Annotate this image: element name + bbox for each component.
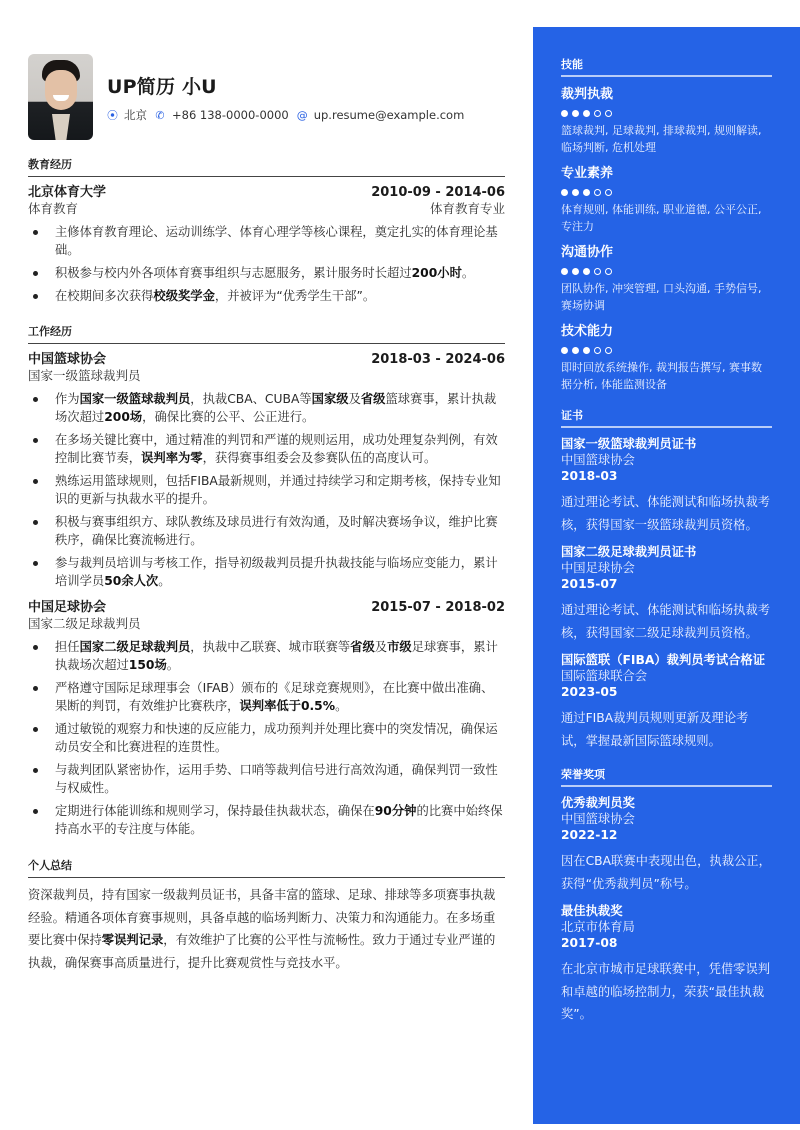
rating-dot-filled-icon xyxy=(561,268,568,275)
text-run: 与裁判团队紧密协作，运用手势、口哨等裁判信号进行高效沟通，确保判罚一致性与权威性。 xyxy=(55,763,498,795)
section-title-work: 工作经历 xyxy=(28,323,505,344)
text-run: 的比赛中始终保持高水平的专注度与体能。 xyxy=(55,804,503,836)
bullet-item xyxy=(28,390,505,426)
section-title-summary: 个人总结 xyxy=(28,857,505,878)
avatar xyxy=(28,54,93,140)
bullet-item xyxy=(28,761,505,797)
candidate-name: UP简历 小U xyxy=(107,76,217,98)
credential-description: 通过理论考试、体能测试和临场执裁考核，获得国家一级篮球裁判员资格。 xyxy=(561,495,771,532)
work-entry xyxy=(28,599,505,838)
bullet-item xyxy=(28,720,505,756)
employer-name: 中国足球协会 xyxy=(28,600,107,615)
rating-dot-filled-icon xyxy=(561,347,568,354)
rating-dot-filled-icon xyxy=(583,347,590,354)
awards-list xyxy=(561,795,772,1026)
skill-item xyxy=(561,165,772,235)
bullet-item xyxy=(28,264,505,282)
skill-rating xyxy=(561,346,772,354)
work-dates: 2015-07 - 2018-02 xyxy=(371,600,505,615)
education-bullets xyxy=(28,223,505,305)
skill-item xyxy=(561,86,772,156)
contact-row xyxy=(107,107,472,123)
major: 体育教育专业 xyxy=(429,201,505,216)
text-run: 作为 xyxy=(55,392,80,406)
skill-item xyxy=(561,244,772,314)
rating-dot-filled-icon xyxy=(583,189,590,196)
work-entry xyxy=(28,351,505,590)
work-dates: 2018-03 - 2024-06 xyxy=(371,352,505,367)
skill-description: 篮球裁判, 足球裁判, 排球裁判, 规则解读, 临场判断, 危机处理 xyxy=(561,124,762,154)
rating-dot-filled-icon xyxy=(561,189,568,196)
text-run: 。 xyxy=(461,266,475,280)
education-section xyxy=(28,156,505,310)
rating-dot-empty-icon xyxy=(605,110,612,117)
rating-dot-empty-icon xyxy=(605,347,612,354)
rating-dot-empty-icon xyxy=(594,110,601,117)
text-run: 及 xyxy=(374,640,388,654)
text-run: 主修体育教育理论、运动训练学、体育心理学等核心课程，奠定扎实的体育理论基础。 xyxy=(55,225,498,257)
text-run: 定期进行体能训练和规则学习，保持最佳执裁状态，确保在 xyxy=(55,804,375,818)
credential-date: 2015-07 xyxy=(561,577,618,591)
text-run: 足球赛事，累计执裁场次超过 xyxy=(55,640,498,672)
summary-section xyxy=(28,857,505,974)
skills-list xyxy=(561,86,772,393)
text-run: ，并被评为“优秀学生干部”。 xyxy=(214,289,376,303)
phone-text: +86 138-0000-0000 xyxy=(172,108,289,122)
job-title: 国家一级篮球裁判员 xyxy=(28,368,141,383)
resume-header xyxy=(28,54,505,140)
text-run: 。 xyxy=(158,574,171,588)
rating-dot-filled-icon xyxy=(572,347,579,354)
bullet-item xyxy=(28,638,505,674)
employer-name: 中国篮球协会 xyxy=(28,352,107,367)
rating-dot-filled-icon xyxy=(583,268,590,275)
credential-name: 国际篮联（FIBA）裁判员考试合格证 xyxy=(561,653,766,667)
text-run: 熟练运用篮球规则，包括FIBA最新规则，并通过持续学习和定期考核，保持专业知识的更新与执裁水平的提升。 xyxy=(55,474,501,506)
rating-dot-filled-icon xyxy=(583,110,590,117)
text-run: 。 xyxy=(166,658,180,672)
credential-issuer: 中国篮球协会 xyxy=(561,453,635,467)
text-run: 参与裁判员培训与考核工作，指导初级裁判员提升执裁技能与临场应变能力，累计培训学员 xyxy=(55,556,498,588)
emphasis-text: 国家一级篮球裁判员 xyxy=(79,392,191,406)
credential-item xyxy=(561,436,772,536)
bullet-item xyxy=(28,679,505,715)
skill-name: 专业素养 xyxy=(561,166,614,181)
text-run: 及 xyxy=(348,392,361,406)
emphasis-text: 200小时 xyxy=(411,266,462,280)
section-title-awards: 荣誉奖项 xyxy=(561,766,772,787)
credential-item xyxy=(561,795,772,895)
contact-location xyxy=(107,107,147,123)
text-run: ，执裁CBA、CUBA等 xyxy=(190,392,312,406)
credential-name: 优秀裁判员奖 xyxy=(561,796,635,810)
skill-rating xyxy=(561,267,772,275)
credential-item xyxy=(561,544,772,644)
section-title-certificates: 证书 xyxy=(561,407,772,428)
rating-dot-filled-icon xyxy=(572,189,579,196)
emphasis-text: 零误判记录 xyxy=(101,933,164,947)
location-icon: ⦿ xyxy=(107,109,118,122)
emphasis-text: 校级奖学金 xyxy=(153,289,215,303)
bullet-item xyxy=(28,223,505,259)
credential-description: 因在CBA联赛中表现出色，执裁公正，获得“优秀裁判员”称号。 xyxy=(561,854,771,891)
credential-description: 在北京市城市足球联赛中，凭借零误判和卓越的临场控制力，荣获“最佳执裁奖”。 xyxy=(561,962,771,1021)
sidebar xyxy=(533,27,800,1124)
rating-dot-empty-icon xyxy=(605,189,612,196)
work-section xyxy=(28,323,505,843)
work-bullets xyxy=(28,638,505,838)
emphasis-text: 省级 xyxy=(350,640,375,654)
credential-name: 国家二级足球裁判员证书 xyxy=(561,545,697,559)
section-title-education: 教育经历 xyxy=(28,156,505,177)
text-run: ，确保比赛的公平、公正进行。 xyxy=(142,410,315,424)
bullet-item xyxy=(28,431,505,467)
job-title: 国家二级足球裁判员 xyxy=(28,616,141,631)
text-run: 在校期间多次获得 xyxy=(55,289,154,303)
education-dates: 2010-09 - 2014-06 xyxy=(371,185,505,200)
school-name: 北京体育大学 xyxy=(28,185,107,200)
contact-phone xyxy=(155,108,289,122)
skill-name: 技术能力 xyxy=(561,324,614,339)
work-bullets xyxy=(28,390,505,590)
location-text: 北京 xyxy=(124,108,147,122)
credential-date: 2022-12 xyxy=(561,828,618,842)
text-run: 积极参与校内外各项体育赛事组织与志愿服务，累计服务时长超过 xyxy=(55,266,412,280)
credential-description: 通过FIBA裁判员规则更新及理论考试，掌握最新国际篮球规则。 xyxy=(561,711,749,748)
text-run: 资深裁判员，持有国家一级裁判员证书，具备丰富的篮球、足球、排球等多项赛事执裁经验。精通各项体育赛事规则，具备卓越的临场判断力、决策力和沟通能力。在多场重要比赛中保持 xyxy=(28,888,496,947)
bullet-item xyxy=(28,472,505,508)
credential-issuer: 国际篮球联合会 xyxy=(561,669,648,683)
emphasis-text: 市级 xyxy=(387,640,412,654)
section-title-skills: 技能 xyxy=(561,56,772,77)
skill-name: 裁判执裁 xyxy=(561,87,614,102)
credential-name: 最佳执裁奖 xyxy=(561,904,623,918)
emphasis-text: 90分钟 xyxy=(374,804,417,818)
degree: 体育教育 xyxy=(28,201,79,216)
rating-dot-empty-icon xyxy=(594,268,601,275)
rating-dot-empty-icon xyxy=(594,189,601,196)
credential-date: 2018-03 xyxy=(561,469,618,483)
skill-item xyxy=(561,323,772,393)
emphasis-text: 国家二级足球裁判员 xyxy=(79,640,191,654)
emphasis-text: 误判率为零 xyxy=(141,451,203,465)
emphasis-text: 误判率低于0.5% xyxy=(239,699,336,713)
rating-dot-empty-icon xyxy=(605,268,612,275)
education-entry xyxy=(28,184,505,305)
text-run: 严格遵守国际足球理事会（IFAB）颁布的《足球竞赛规则》，在比赛中做出准确、果断的判罚，有效维护比赛秩序， xyxy=(55,681,494,713)
rating-dot-empty-icon xyxy=(594,347,601,354)
credential-issuer: 中国足球协会 xyxy=(561,561,635,575)
credential-issuer: 中国篮球协会 xyxy=(561,812,635,826)
credential-issuer: 北京市体育局 xyxy=(561,920,635,934)
credential-name: 国家一级篮球裁判员证书 xyxy=(561,437,697,451)
skill-name: 沟通协作 xyxy=(561,245,614,260)
skill-description: 体育规则, 体能训练, 职业道德, 公平公正, 专注力 xyxy=(561,203,762,233)
text-run: 通过敏锐的观察力和快速的反应能力，成功预判并处理比赛中的突发情况，确保运动员安全和比赛进程的连贯性。 xyxy=(55,722,498,754)
emphasis-text: 50余人次 xyxy=(104,574,159,588)
credential-date: 2017-08 xyxy=(561,936,618,950)
credential-description: 通过理论考试、体能测试和临场执裁考核，获得国家二级足球裁判员资格。 xyxy=(561,603,771,640)
skill-description: 团队协作, 冲突管理, 口头沟通, 手势信号, 赛场协调 xyxy=(561,282,762,312)
phone-icon: ✆ xyxy=(155,108,165,122)
text-run: 在多场关键比赛中，通过精准的判罚和严谨的规则运用，成功处理复杂判例，有效控制比赛节奏， xyxy=(55,433,498,465)
contact-email[interactable] xyxy=(297,108,465,122)
skill-rating xyxy=(561,188,772,196)
emphasis-text: 200场 xyxy=(104,410,143,424)
rating-dot-filled-icon xyxy=(561,110,568,117)
email-text[interactable]: up.resume@example.com xyxy=(313,108,465,122)
rating-dot-filled-icon xyxy=(572,268,579,275)
emphasis-text: 国家级 xyxy=(311,392,349,406)
bullet-item xyxy=(28,513,505,549)
bullet-item xyxy=(28,287,505,305)
bullet-item xyxy=(28,554,505,590)
credential-item xyxy=(561,652,772,752)
emphasis-text: 省级 xyxy=(360,392,386,406)
text-run: 。 xyxy=(335,699,348,713)
text-run: 篮球赛事，累计执裁场次超过 xyxy=(55,392,497,424)
text-run: ，有效维护了比赛的公平性与流畅性。致力于通过专业严谨的执裁，确保赛事高质量进行，提升比赛观赏性与竞技水平。 xyxy=(28,933,496,970)
credential-item xyxy=(561,903,772,1026)
credential-date: 2023-05 xyxy=(561,685,618,699)
skill-description: 即时回放系统操作, 裁判报告撰写, 赛事数据分析, 体能监测设备 xyxy=(561,361,762,391)
text-run: 担任 xyxy=(55,640,80,654)
emphasis-text: 150场 xyxy=(128,658,167,672)
text-run: ，获得赛事组委会及参赛队伍的高度认可。 xyxy=(202,451,437,465)
certificates-list xyxy=(561,436,772,752)
rating-dot-filled-icon xyxy=(572,110,579,117)
bullet-item xyxy=(28,802,505,838)
text-run: 积极与赛事组织方、球队教练及球员进行有效沟通，及时解决赛场争议，维护比赛秩序，确保比赛流畅进行。 xyxy=(55,515,498,547)
email-icon: @ xyxy=(296,108,308,122)
text-run: ，执裁中乙联赛、城市联赛等 xyxy=(190,640,351,654)
skill-rating xyxy=(561,109,772,117)
summary-text xyxy=(28,884,505,974)
